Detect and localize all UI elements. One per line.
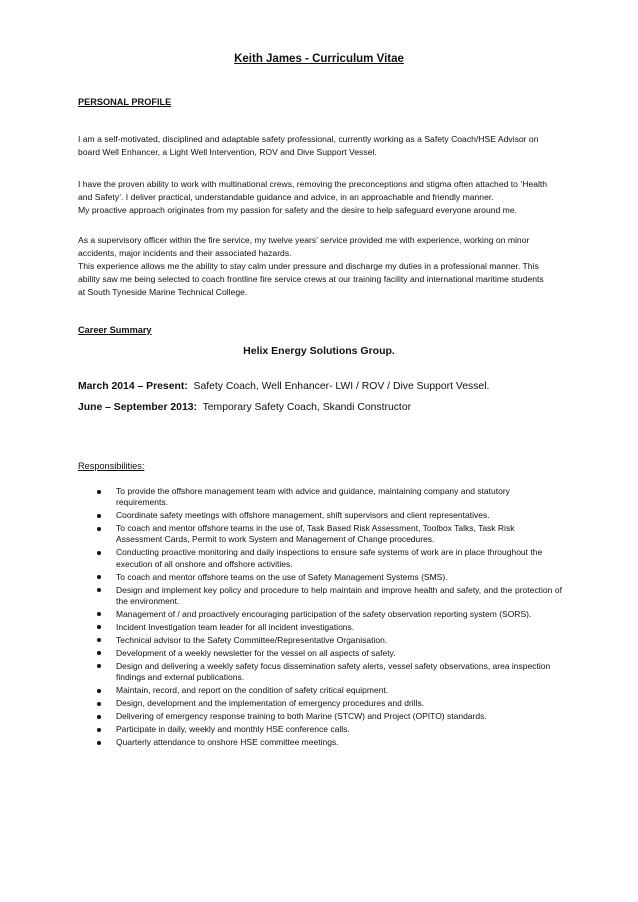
bullet-icon — [97, 741, 101, 745]
bullet-icon — [97, 689, 101, 693]
bullet-icon — [97, 625, 101, 629]
bullet-icon — [97, 551, 101, 555]
responsibilities-heading: Responsibilities: — [78, 461, 145, 471]
list-item-text: Management of / and proactively encouraging participation of the safety observation reporting system (SORS). — [116, 608, 532, 619]
list-item-text: Development of a weekly newsletter for the vessel on all aspects of safety. — [116, 647, 396, 658]
text-line: board Well Enhancer, a Light Well Intervention, ROV and Dive Support Vessel. — [78, 147, 377, 157]
list-item — [0, 724, 562, 735]
bullet-icon — [97, 527, 101, 531]
text-line: ability saw me being selected to coach frontline fire service crews at our training facility and international maritime students — [78, 274, 544, 284]
text-line: I have the proven ability to work with multinational crews, removing the preconceptions and stigma often attached to ‘Health — [78, 179, 548, 189]
profile-paragraph-1 — [78, 133, 578, 159]
list-item-text: To coach and mentor offshore teams in the use of, Task Based Risk Assessment, Toolbox Talks, Task Risk Assessment Cards, Permit to work System and Management of Change procedures. — [116, 523, 515, 545]
list-item-text: Coordinate safety meetings with offshore management, shift supervisors and client representatives. — [116, 510, 490, 521]
bullet-icon — [97, 490, 101, 494]
bullet-icon — [97, 728, 101, 732]
list-item — [0, 585, 562, 607]
list-item-text: Delivering of emergency response training to both Marine (STCW) and Project (OPITO) standards. — [116, 711, 487, 722]
list-item-text: Incident Investigation team leader for all incident investigations. — [116, 621, 355, 632]
bullet-icon — [97, 702, 101, 706]
document-title: Keith James - Curriculum Vitae — [234, 53, 404, 65]
list-item — [0, 572, 562, 583]
list-item — [0, 523, 562, 545]
list-item-text: Technical advisor to the Safety Committee/Representative Organisation. — [116, 634, 388, 645]
bullet-icon — [97, 638, 101, 642]
list-item — [0, 698, 562, 709]
list-item — [0, 685, 562, 696]
list-item-text: Participate in daily, weekly and monthly HSE conference calls. — [116, 724, 350, 735]
text-line: This experience allows me the ability to stay calm under pressure and discharge my duties in a professional manner. This — [78, 261, 539, 271]
bullet-icon — [97, 588, 101, 592]
list-item-text: Conducting proactive monitoring and daily inspections to ensure safe systems of work are in place throughout the execution of all onshore and offshore activities. — [116, 547, 543, 569]
text-line: at South Tyneside Marine Technical College. — [78, 287, 248, 297]
profile-paragraph-3 — [78, 234, 578, 299]
list-item-text: To coach and mentor offshore teams on the use of Safety Management Systems (SMS). — [116, 571, 448, 582]
bullet-icon — [97, 514, 101, 518]
responsibilities-list — [0, 486, 638, 750]
list-item-text: Design and delivering a weekly safety focus dissemination safety alerts, vessel safety observations, area inspection findings and external publications. — [116, 660, 551, 683]
text-line: accidents, major incidents and their associated hazards. — [78, 248, 292, 258]
text-line: My proactive approach originates from my passion for safety and the desire to help safeguard everyone around me. — [78, 205, 517, 215]
career-summary-heading: Career Summary — [78, 325, 152, 335]
list-item — [0, 510, 562, 521]
list-item — [0, 486, 562, 508]
list-item-text: Quarterly attendance to onshore HSE committee meetings. — [116, 737, 339, 748]
profile-paragraph-2 — [78, 178, 578, 217]
personal-profile-heading: PERSONAL PROFILE — [78, 97, 172, 107]
list-item — [0, 711, 562, 722]
text-line: I am a self-motivated, disciplined and adaptable safety professional, currently working as a Safety Coach/HSE Advisor on — [78, 134, 539, 144]
list-item-text: Design, development and the implementation of emergency procedures and drills. — [116, 698, 425, 709]
text-line: and Safety’. I deliver practical, understandable guidance and advice, in an approachable and friendly manner. — [78, 192, 494, 202]
list-item — [0, 648, 562, 659]
bullet-icon — [97, 715, 101, 719]
text-line: As a supervisory officer within the fire service, my twelve years’ service provided me with experience, working on minor — [78, 235, 530, 245]
list-item — [0, 737, 562, 748]
list-item — [0, 622, 562, 633]
role-entry — [78, 402, 411, 413]
bullet-icon — [97, 612, 101, 616]
list-item-text: Maintain, record, and report on the condition of safety critical equipment. — [116, 685, 389, 696]
bullet-icon — [97, 664, 101, 668]
role-entry — [78, 381, 489, 392]
list-item — [0, 635, 562, 646]
list-item-text: Design and implement key policy and procedure to help maintain and improve health and safety, and the protection of the environment. — [116, 584, 562, 606]
role-dates: June – September 2013: — [78, 402, 197, 413]
role-description: Temporary Safety Coach, Skandi Constructor — [202, 402, 412, 413]
company-name: Helix Energy Solutions Group. — [243, 345, 395, 357]
list-item-text: To provide the offshore management team with advice and guidance, maintaining company and statutory requirements. — [116, 486, 510, 508]
list-item — [0, 547, 562, 569]
list-item — [0, 661, 562, 683]
list-item — [0, 609, 562, 620]
bullet-icon — [97, 575, 101, 579]
bullet-icon — [97, 651, 101, 655]
role-dates: March 2014 – Present: — [78, 381, 188, 392]
role-description: Safety Coach, Well Enhancer- LWI / ROV / Dive Support Vessel. — [193, 381, 490, 392]
